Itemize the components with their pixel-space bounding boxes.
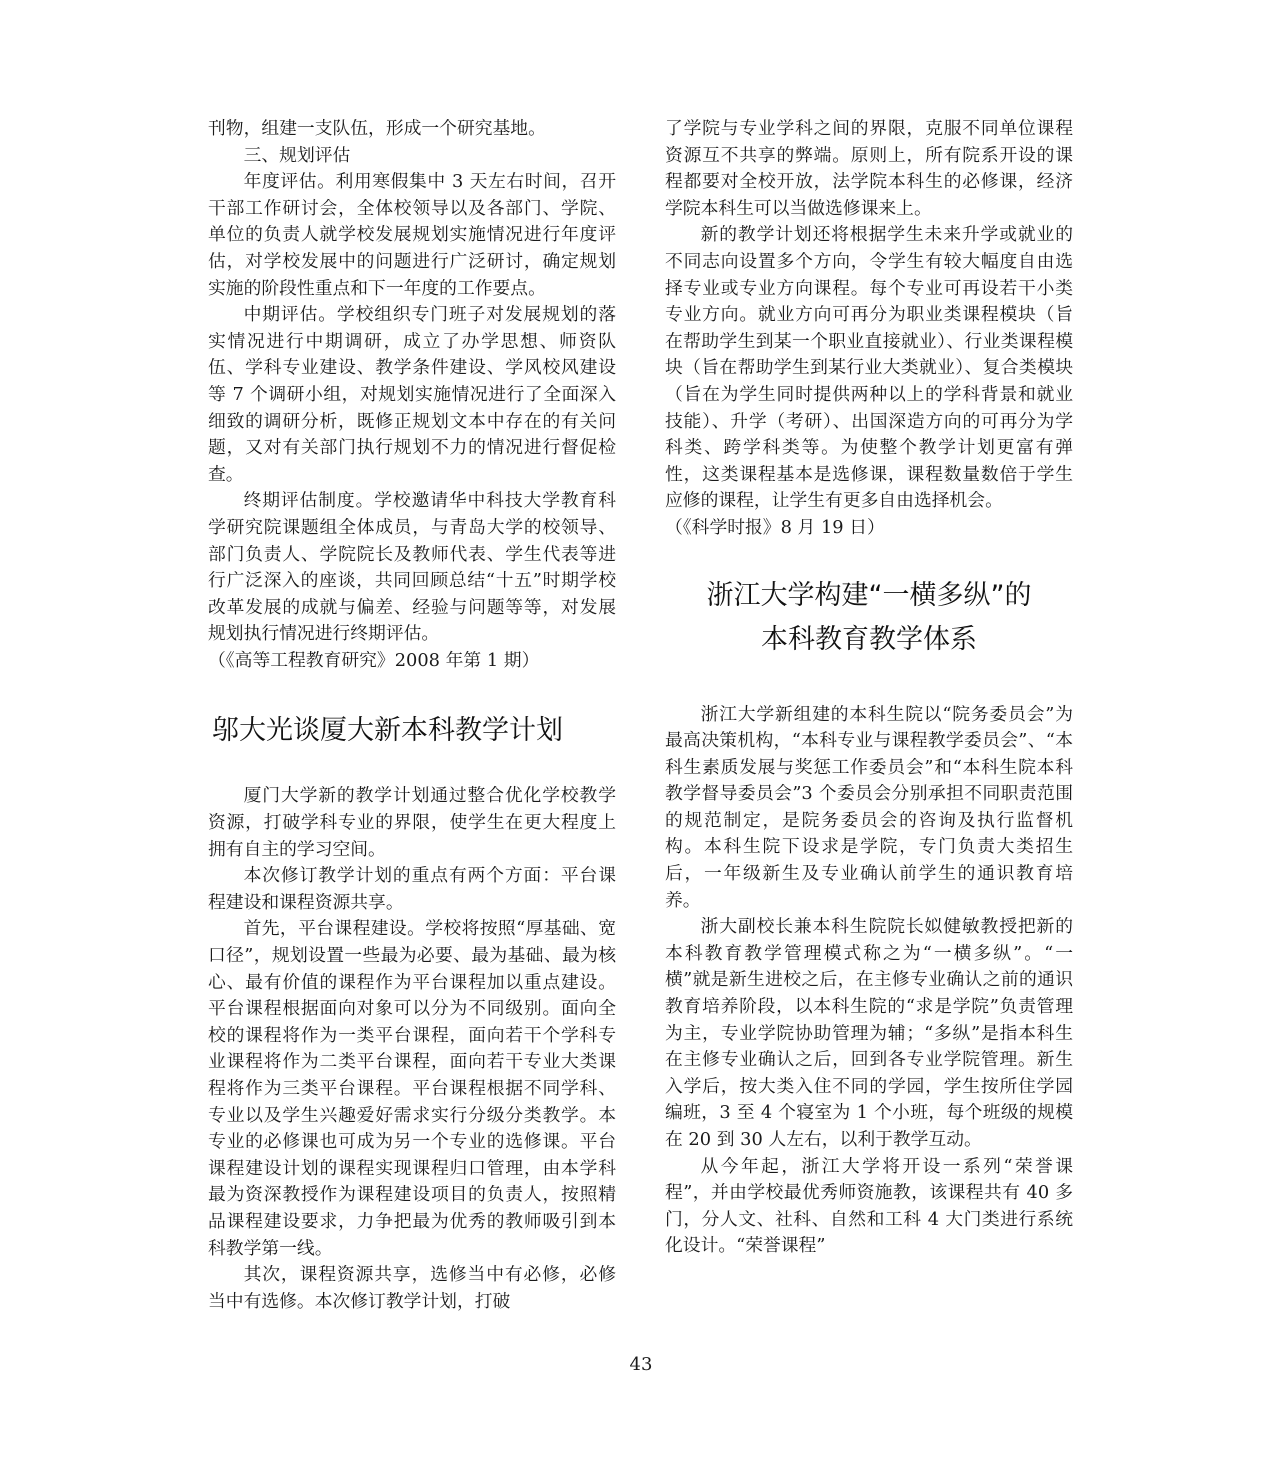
article-title-line2: 本科教育教学体系 — [761, 623, 977, 655]
paragraph: 本次修订教学计划的重点有两个方面：平台课程建设和课程资源共享。 — [208, 865, 616, 913]
paragraph: 从今年起，浙江大学将开设一系列“荣誉课程”，并由学校最优秀师资施教，该课程共有 40 多门，分人文、社科、自然和工科 4 大门类进行系统化设计。“荣誉课程” — [665, 1155, 1073, 1257]
paragraph: 了学院与专业学科之间的界限，克服不同单位课程资源互不共享的弊端。原则上，所有院系开设的课程都要对全校开放，法学院本科生的必修课，经济学院本科生可以当做选修课来上。 — [665, 118, 1073, 219]
article-title — [665, 574, 1073, 662]
paragraph: 厦门大学新的教学计划通过整合优化学校教学资源，打破学科专业的界限，使学生在更大程度上拥有自主的学习空间。 — [208, 785, 616, 860]
paragraph: 中期评估。学校组织专门班子对发展规划的落实情况进行中期调研，成立了办学思想、师资队伍、学科专业建设、教学条件建设、学风校风建设等 7 个调研小组，对规划实施情况进行了全面深入细致的调研分析，既修正规划文本中存在的有关问题，又对有关部门执行规划不力的情况进行督促检查。 — [208, 304, 616, 485]
left-column — [208, 116, 616, 1315]
article-title-line1: 浙江大学构建“一横多纵”的 — [706, 579, 1032, 611]
page-number: 43 — [629, 1354, 653, 1375]
paragraph: 新的教学计划还将根据学生未来升学或就业的不同志向设置多个方向，令学生有较大幅度自由选择专业或专业方向课程。每个专业可再设若干小类专业方向。就业方向可再分为职业类课程模块（旨在帮助学生到某一个职业直接就业）、行业类课程模块（旨在帮助学生到某行业大类就业）、复合类模块（旨在为学生同时提供两种以上的学科背景和就业技能）、升学（考研）、出国深造方向的可再分为学科类、跨学科类等。为使整个教学计划更富有弹性，这类课程基本是选修课，课程数量数倍于学生应修的课程，让学生有更多自由选择机会。 — [665, 224, 1073, 512]
article-title: 邬大光谈厦大新本科教学计划 — [212, 715, 563, 747]
right-column — [665, 116, 1073, 1260]
section-heading: 三、规划评估 — [243, 144, 351, 166]
paragraph: 刊物，组建一支队伍，形成一个研究基地。 — [208, 118, 546, 139]
paragraph: 首先，平台课程建设。学校将按照“厚基础、宽口径”，规划设置一些最为必要、最为基础、最为核心、最有价值的课程作为平台课程加以重点建设。平台课程根据面向对象可以分为不同级别。面向全校的课程将作为一类平台课程，面向若干个学科专业课程将作为二类平台课程，面向若干专业大类课程将作为三类平台课程。平台课程根据不同学科、专业以及学生兴趣爱好需求实行分级分类教学。本专业的必修课也可成为另一个专业的选修课。平台课程建设计划的课程实现课程归口管理，由本学科最为资深教授作为课程建设项目的负责人，按照精品课程建设要求，力争把最为优秀的教师吸引到本科教学第一线。 — [208, 918, 616, 1259]
paragraph: 其次，课程资源共享，选修当中有必修，必修当中有选修。本次修订教学计划，打破 — [208, 1264, 616, 1312]
paragraph: 浙江大学新组建的本科生院以“院务委员会”为最高决策机构，“本科专业与课程教学委员会”、“本科生素质发展与奖惩工作委员会”和“本科生院本科教学督导委员会”3 个委员会分别承担不同职责范围的规范制定，是院务委员会的咨询及执行监督机构。本科生院下设求是学院，专门负责大类招生后，一年级新生及专业确认前学生的通识教育培养。 — [665, 703, 1073, 911]
source-citation: （《科学时报》8 月 19 日） — [665, 516, 885, 538]
source-citation: （《高等工程教育研究》2008 年第 1 期） — [208, 649, 540, 671]
paragraph: 年度评估。利用寒假集中 3 天左右时间，召开干部工作研讨会，全体校领导以及各部门、学院、单位的负责人就学校发展规划实施情况进行年度评估，对学校发展中的问题进行广泛研讨，确定规划实施的阶段性重点和下一年度的工作要点。 — [208, 171, 616, 299]
paragraph: 浙大副校长兼本科生院院长姒健敏教授把新的本科教育教学管理模式称之为“一横多纵”。“一横”就是新生进校之后，在主修专业确认之前的通识教育培养阶段，以本科生院的“求是学院”负责管理为主，专业学院协助管理为辅；“多纵”是指本科生在主修专业确认之后，回到各专业学院管理。新生入学后，按大类入住不同的学园，学生按所住学园编班，3 至 4 个寝室为 1 个小班，每个班级的规模在 20 到 30 人左右，以利于教学互动。 — [665, 916, 1073, 1150]
paragraph: 终期评估制度。学校邀请华中科技大学教育科学研究院课题组全体成员，与青岛大学的校领导、部门负责人、学院院长及教师代表、学生代表等进行广泛深入的座谈，共同回顾总结“十五”时期学校改革发展的成就与偏差、经验与问题等等，对发展规划执行情况进行终期评估。 — [208, 490, 616, 645]
